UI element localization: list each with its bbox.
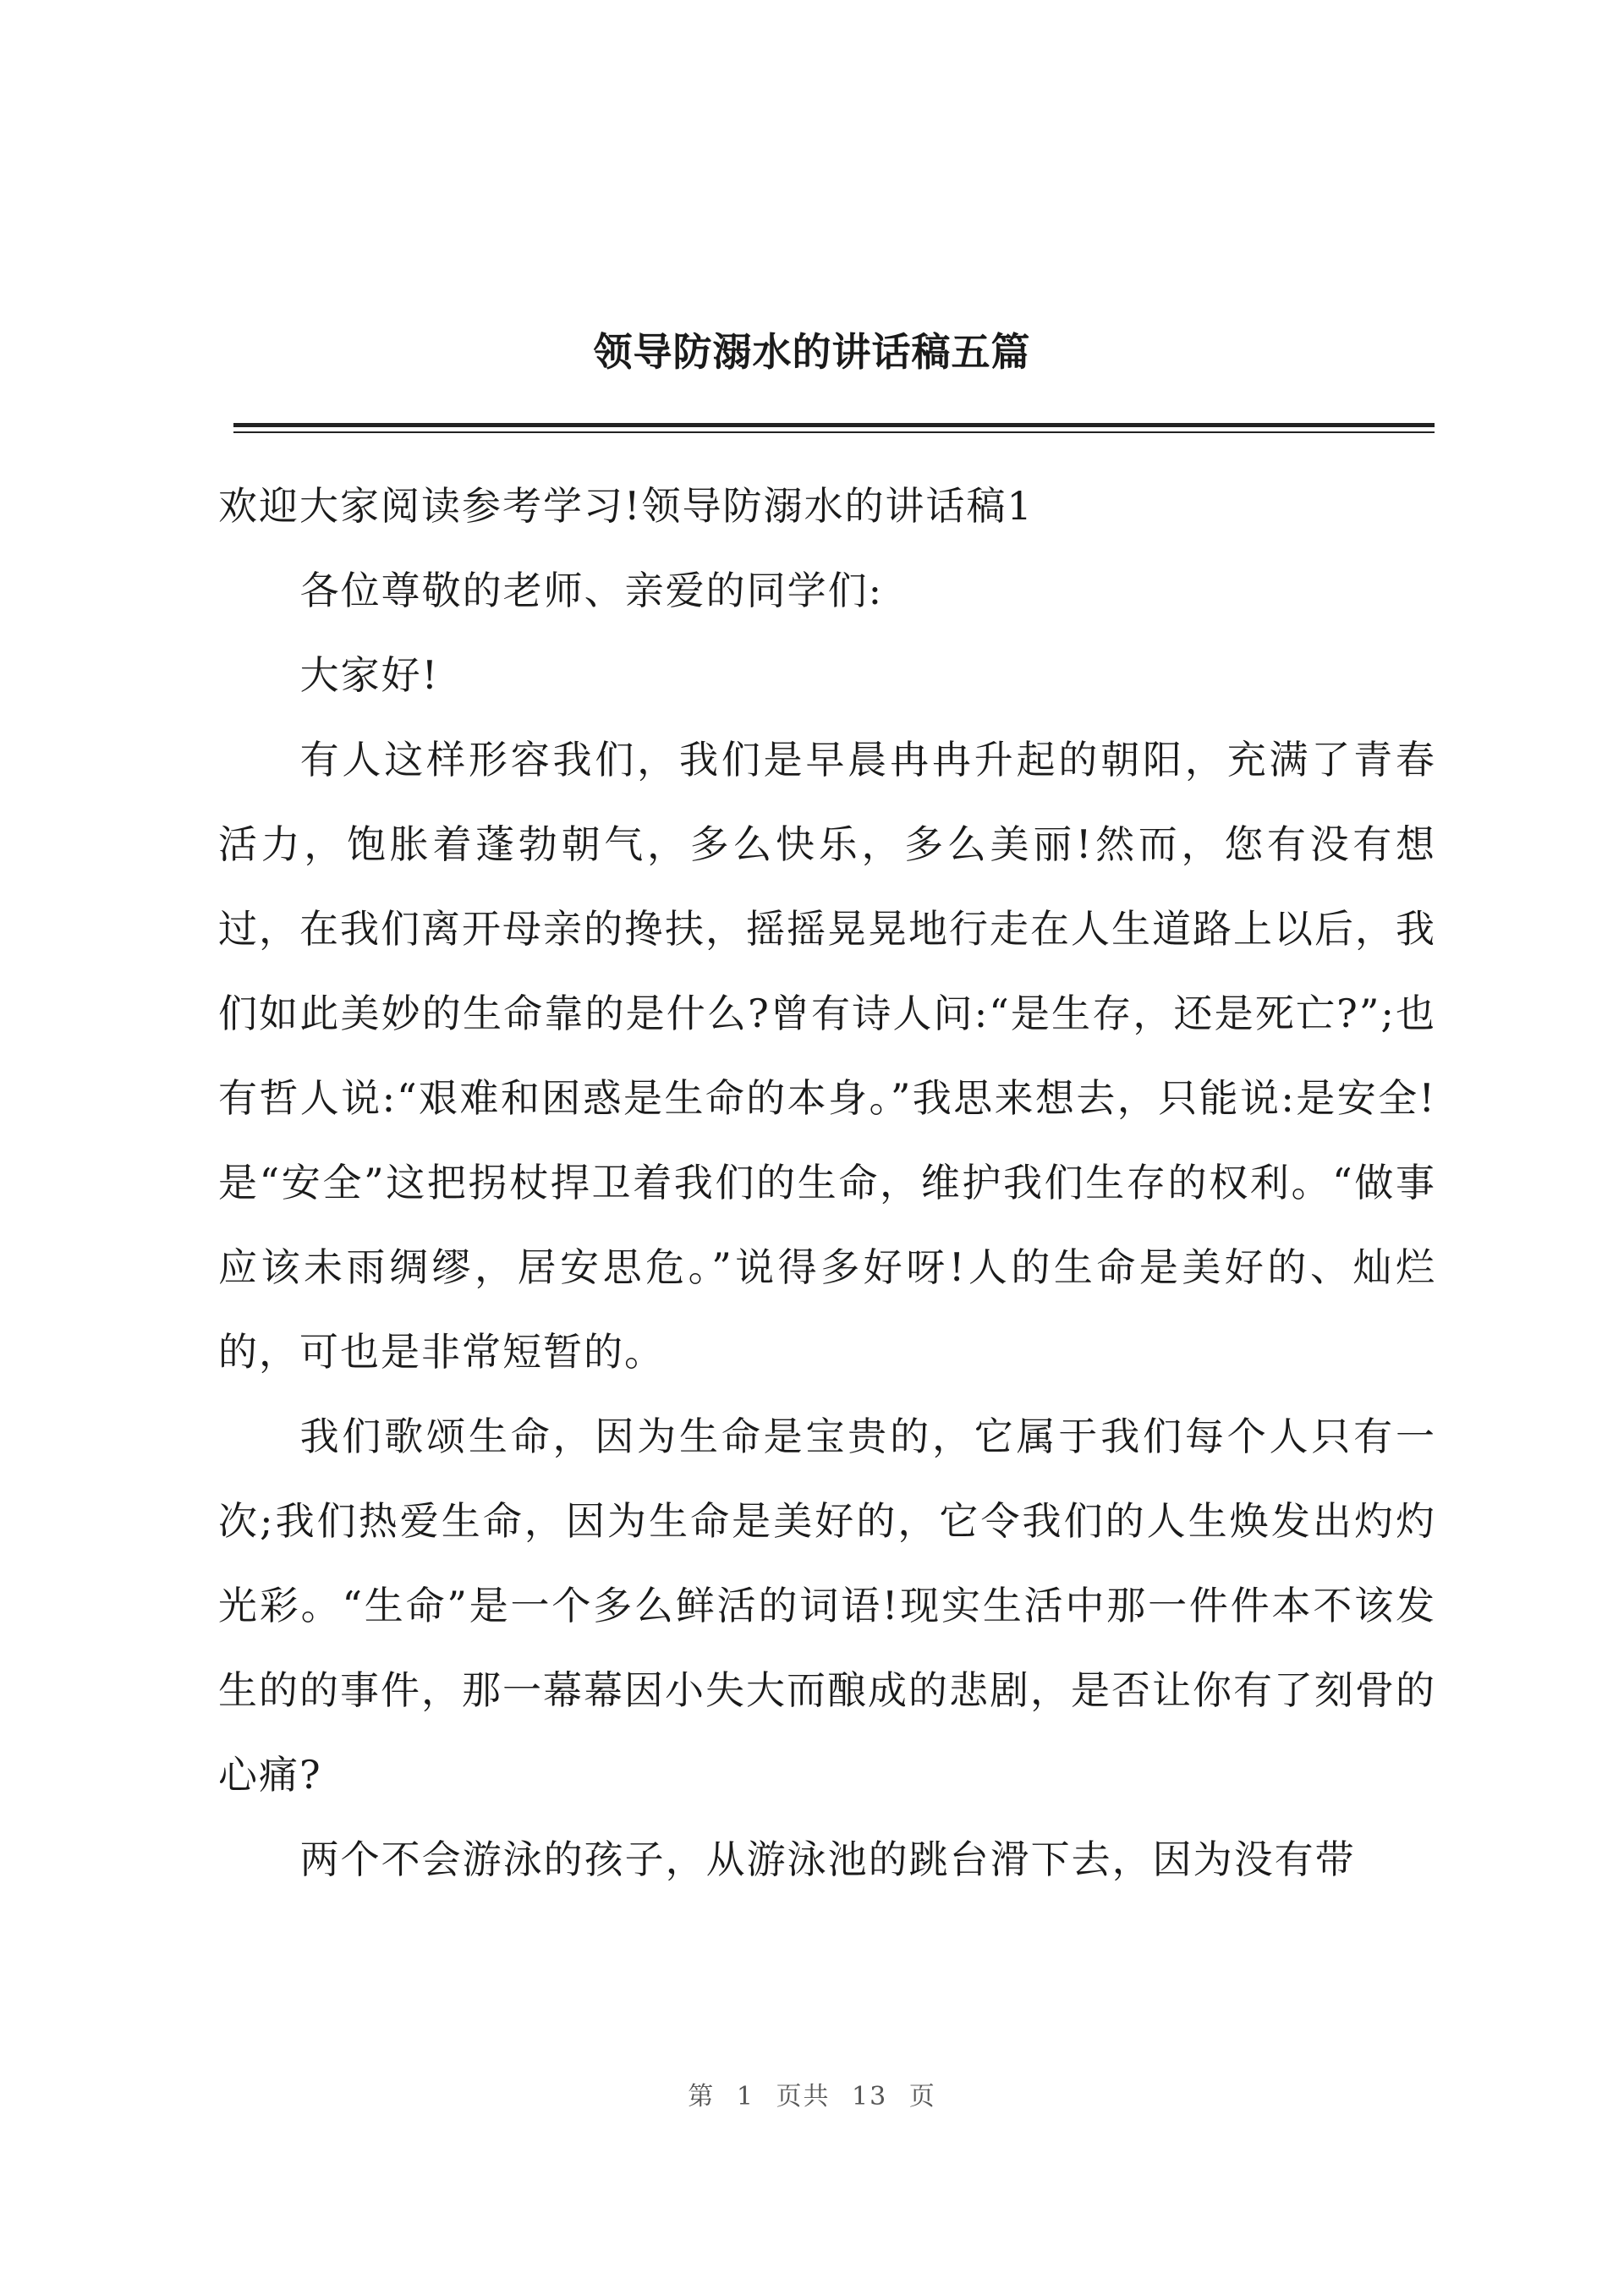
page-number-footer: 第 1 页共 13 页 [688, 2082, 936, 2111]
paragraph: 有人这样形容我们，我们是早晨冉冉升起的朝阳，充满了青春活力，饱胀着蓬勃朝气，多么快乐，多么美丽!然而，您有没有想过，在我们离开母亲的搀扶，摇摇晃晃地行走在人生道路上以后，我们如此美妙的生命靠的是什么?曾有诗人问:“是生存，还是死亡?”;也有哲人说:“艰难和困惑是生命的本身。”我思来想去，只能说:是安全!是“安全”这把拐杖捍卫着我们的生命，维护我们生存的权利。“做事应该未雨绸缪，居安思危。”说得多好呀!人的生命是美好的、灿烂的，可也是非常短暂的。 [218, 737, 1436, 1375]
document-title: 领导防溺水的讲话稿五篇 [593, 329, 1031, 375]
paragraph: 我们歌颂生命，因为生命是宝贵的，它属于我们每个人只有一次;我们热爱生命，因为生命是美好的，它令我们的人生焕发出灼灼光彩。“生命”是一个多么鲜活的词语!现实生活中那一件件本不该发生的的事件，那一幕幕因小失大而酿成的悲剧，是否让你有了刻骨的心痛? [218, 1414, 1436, 1798]
title-divider-thin [233, 431, 1435, 433]
paragraph: 两个不会游泳的孩子，从游泳池的跳台滑下去，因为没有带 [299, 1837, 1356, 1882]
title-divider-thick [233, 423, 1435, 427]
greeting: 大家好! [299, 652, 440, 698]
salutation: 各位尊敬的老师、亲爱的同学们: [299, 568, 884, 613]
intro-line: 欢迎大家阅读参考学习!领导防溺水的讲话稿1 [218, 483, 1034, 529]
document-body [218, 464, 1436, 1902]
